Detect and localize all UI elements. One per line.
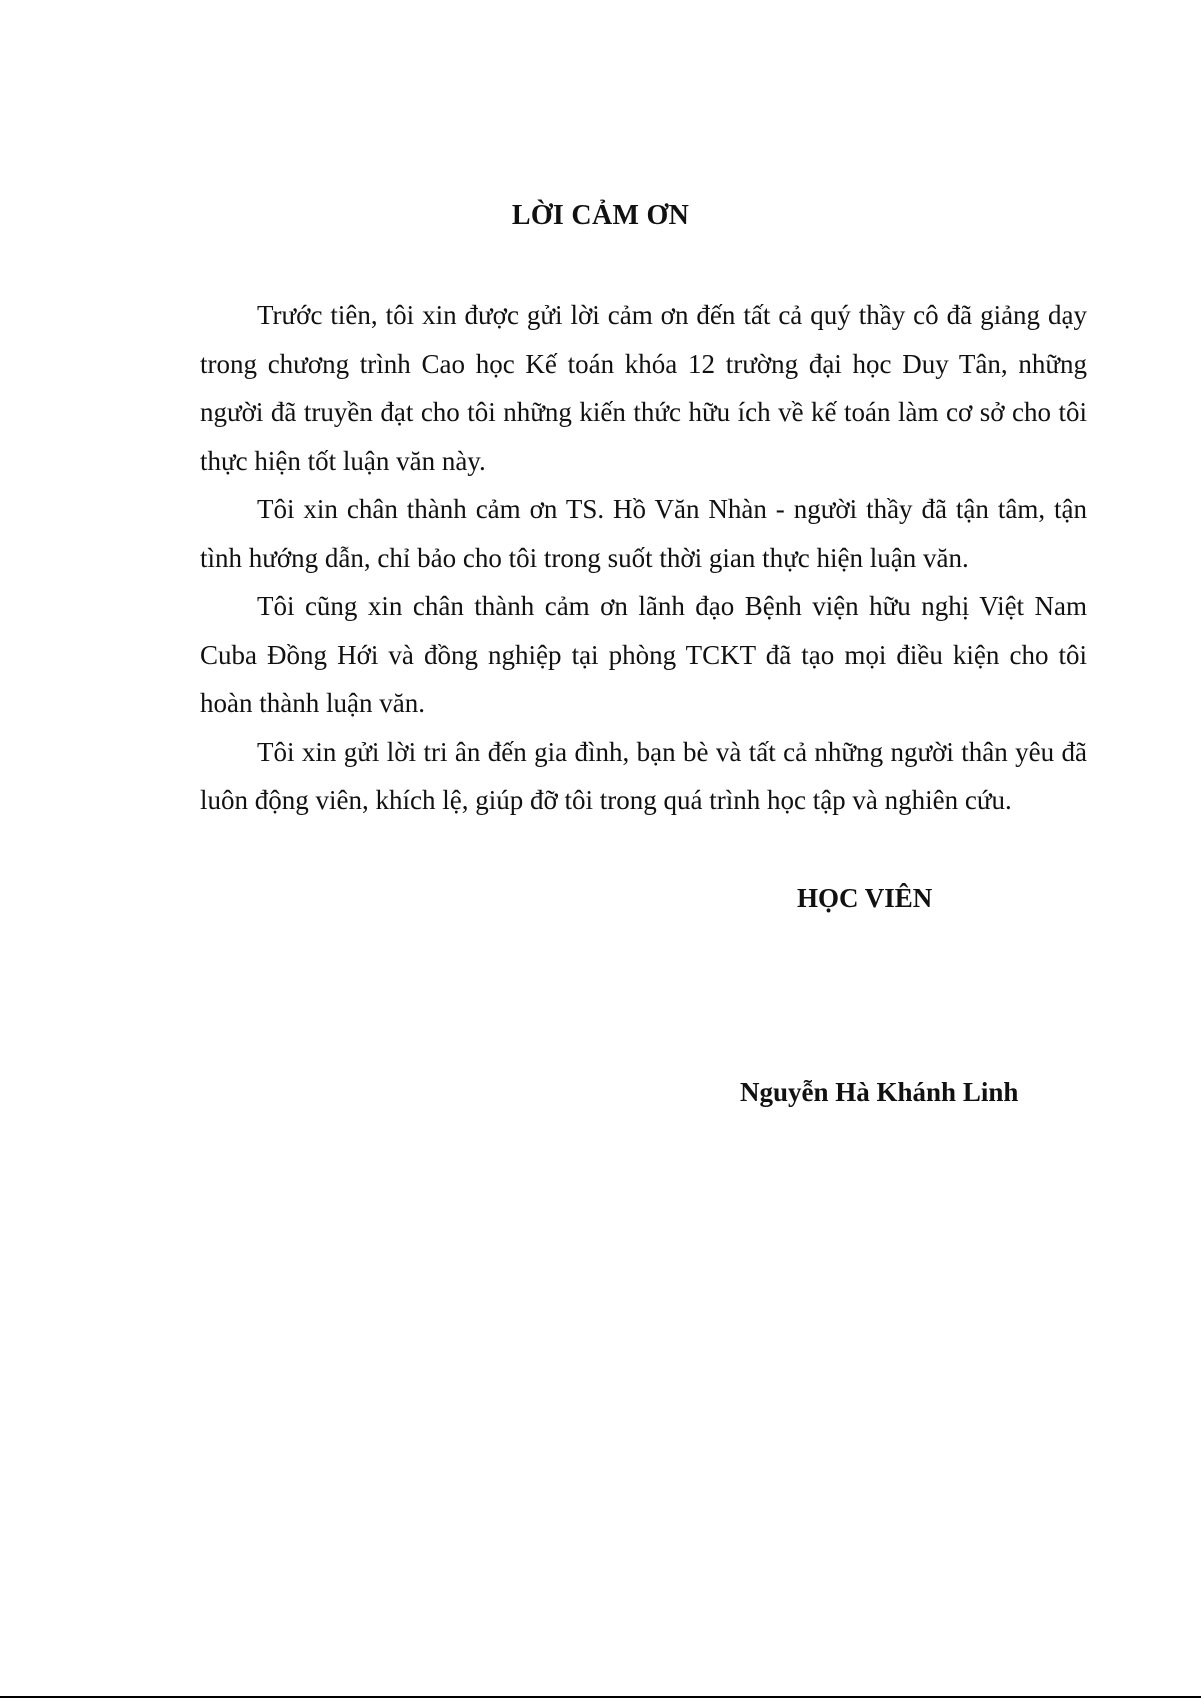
- paragraph-3: Tôi cũng xin chân thành cảm ơn lãnh đạo Bệnh viện hữu nghị Việt Nam Cuba Đồng Hới và đồng nghiệp tại phòng TCKT đã tạo mọi điều kiện cho tôi hoàn thành luận văn.: [200, 591, 1087, 718]
- paragraph-1: Trước tiên, tôi xin được gửi lời cảm ơn đến tất cả quý thầy cô đã giảng dạy trong chương trình Cao học Kế toán khóa 12 trường đại học Duy Tân, những người đã truyền đạt cho tôi những kiến thức hữu ích về kế toán làm cơ sở cho tôi thực hiện tốt luận văn này.: [200, 300, 1087, 476]
- page-title: LỜI CẢM ƠN: [511, 200, 690, 231]
- acknowledgement-body: [200, 291, 1087, 825]
- signer-role: HỌC VIÊN: [797, 883, 933, 913]
- paragraph-4: Tôi xin gửi lời tri ân đến gia đình, bạn bè và tất cả những người thân yêu đã luôn động viên, khích lệ, giúp đỡ tôi trong quá trình học tập và nghiên cứu.: [200, 736, 1087, 815]
- paragraph-2: Tôi xin chân thành cảm ơn TS. Hồ Văn Nhàn - người thầy đã tận tâm, tận tình hướng dẫn, chỉ bảo cho tôi trong suốt thời gian thực hiện luận văn.: [200, 494, 1087, 573]
- signer-name: Nguyễn Hà Khánh Linh: [740, 1077, 1019, 1107]
